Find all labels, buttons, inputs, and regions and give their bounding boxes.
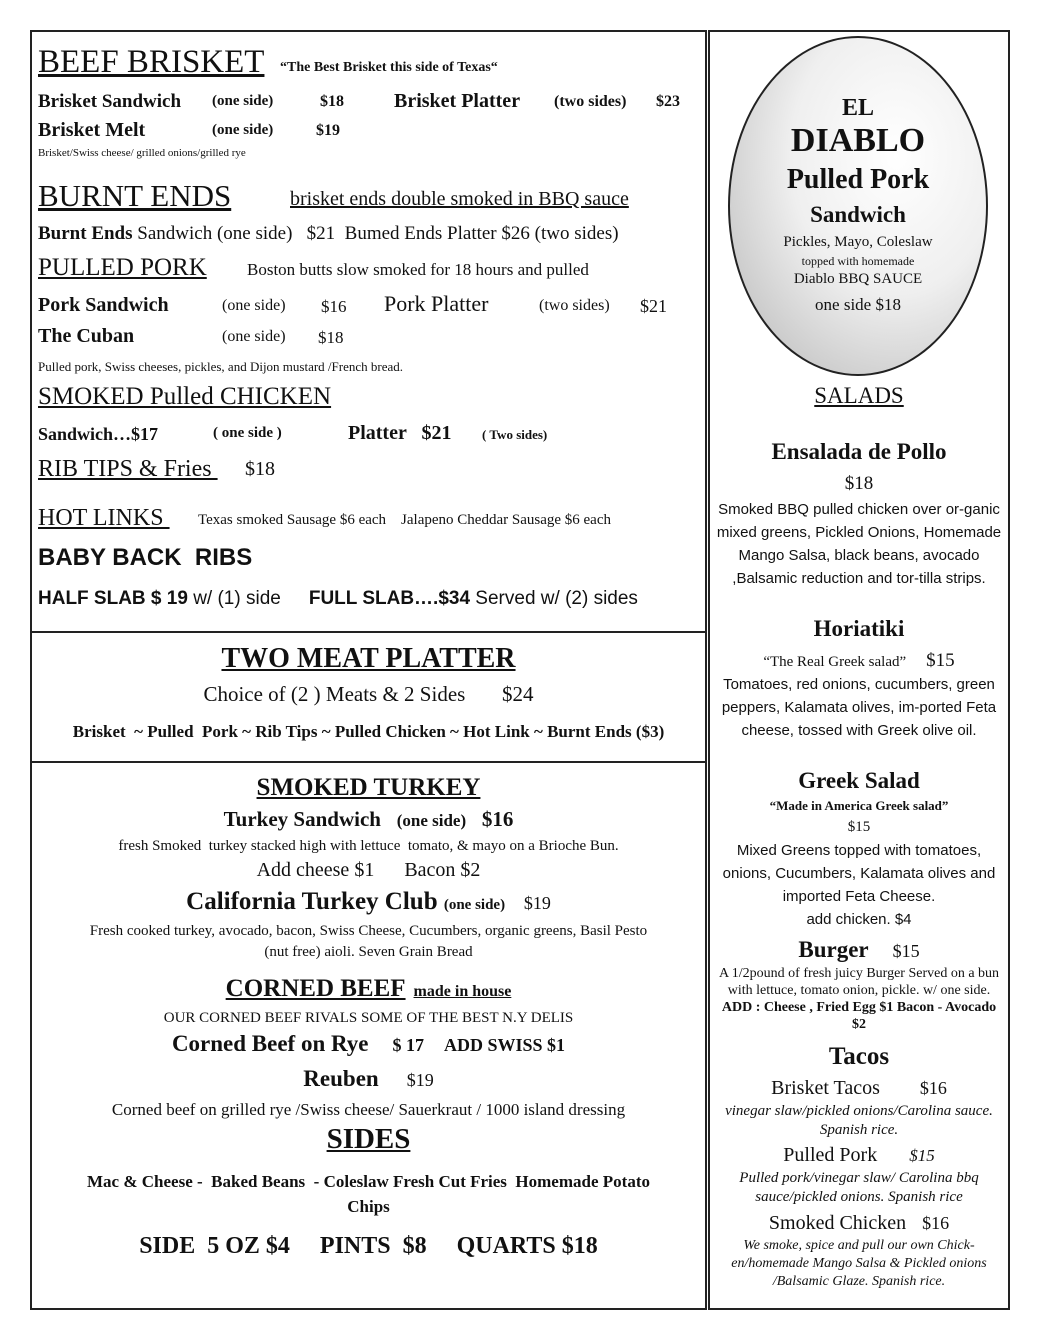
- cuban-name: The Cuban: [38, 325, 135, 347]
- pulled-pork-desc: Boston butts slow smoked for 18 hours and pulled: [247, 260, 589, 279]
- meats-section: [30, 30, 707, 633]
- burnt-ends-title: BURNT ENDS: [38, 178, 232, 213]
- greek-desc: Mixed Greens topped with tomatoes, onions, Cucumbers, Kalamata olives and imported Feta Cheese.: [722, 842, 996, 905]
- cuban-price: $18: [318, 328, 344, 347]
- turkey-sandwich-desc: fresh Smoked turkey stacked high with lettuce tomato, & mayo on a Brioche Bun.: [118, 838, 619, 854]
- pork-sandwich-price: $16: [321, 297, 347, 316]
- burger-price: $15: [892, 941, 920, 961]
- horiatiki-name: Horiatiki: [813, 616, 905, 641]
- corned-beef-tagline: OUR CORNED BEEF RIVALS SOME OF THE BEST N.Y DELIS: [163, 1010, 574, 1026]
- turkey-club-line: [32, 889, 705, 914]
- el-diablo-line-2: DIABLO: [790, 122, 926, 159]
- brisket-platter-price: $23: [656, 93, 680, 110]
- brisket-platter-name: Brisket Platter: [394, 90, 521, 112]
- turkey-sandwich-price: $16: [481, 807, 514, 831]
- reuben-name: Reuben: [303, 1066, 379, 1091]
- beef-brisket-tagline: “The Best Brisket this side of Texas“: [280, 60, 498, 75]
- brisket-melt-name: Brisket Melt: [38, 119, 146, 141]
- corned-beef-rye-price: $ 17: [392, 1035, 425, 1055]
- corned-beef-title-line: [32, 976, 705, 1001]
- reuben-desc: Corned beef on grilled rye /Swiss cheese/ Sauerkraut / 1000 island dressing: [111, 1100, 626, 1119]
- pork-platter-name: Pork Platter: [384, 291, 489, 316]
- burger-desc-bold: ADD : Cheese , Fried Egg $1 Bacon - Avocado $2: [721, 1000, 997, 1032]
- chicken-sandwich-note: ( one side ): [213, 425, 282, 441]
- pork-sandwich-name: Pork Sandwich: [38, 294, 169, 316]
- brisket-melt-note: (one side): [212, 122, 274, 138]
- turkey-club-desc-1: Fresh cooked turkey, avocado, bacon, Swiss Cheese, Cucumbers, organic greens, Basil Pesto: [89, 923, 648, 939]
- brisket-tacos-line: [710, 1078, 1008, 1098]
- turkey-club-price: $19: [523, 893, 551, 913]
- right-column: [708, 30, 1010, 1310]
- half-slab-note: w/ (1) side: [187, 588, 281, 609]
- brisket-melt-price: $19: [316, 122, 340, 139]
- full-slab: FULL SLAB….$34: [308, 588, 471, 609]
- turkey-club-note: (one side): [443, 897, 506, 913]
- brisket-sandwich-name: Brisket Sandwich: [38, 91, 182, 112]
- turkey-sandwich-name: Turkey Sandwich: [223, 807, 381, 831]
- turkey-club-desc-2: (nut free) aioli. Seven Grain Bread: [264, 944, 473, 960]
- horiatiki-desc: Tomatoes, red onions, cucumbers, green peppers, Kalamata olives, im-ported Feta cheese, tossed with Greek olive oil.: [721, 676, 997, 739]
- pork-platter-price: $21: [640, 296, 667, 316]
- sides-list-2: Chips: [347, 1197, 390, 1216]
- horiatiki-price: $15: [926, 650, 955, 671]
- smoked-chicken-tacos-desc: We smoke, spice and pull our own Chick-en/homemade Mango Salsa & Pickled onions /Balsamic Glaze. Spanish rice.: [731, 1238, 987, 1289]
- chicken-platter: Platter $21: [348, 422, 452, 444]
- salads-title: SALADS: [814, 383, 904, 408]
- pork-sandwich-note: (one side): [222, 297, 286, 314]
- two-meat-choices: Brisket ~ Pulled Pork ~ Rib Tips ~ Pulled Chicken ~ Hot Link ~ Burnt Ends ($3): [72, 722, 665, 741]
- chicken-sandwich: Sandwich…$17: [38, 424, 159, 444]
- turkey-club-name: California Turkey Club: [186, 888, 438, 915]
- brisket-tacos-desc: vinegar slaw/pickled onions/Carolina sauce. Spanish rice.: [725, 1103, 993, 1138]
- two-meat-platter-section: [30, 631, 707, 763]
- sides-title: SIDES: [326, 1123, 411, 1155]
- brisket-tacos-price: $16: [919, 1078, 947, 1098]
- two-meat-title: TWO MEAT PLATTER: [221, 643, 516, 674]
- brisket-melt-desc: Brisket/Swiss cheese/ grilled onions/grilled rye: [38, 147, 246, 159]
- burger-desc: A 1/2pound of fresh juicy Burger Served on a bun with lettuce, tomato onion, pickle. w/ one side.: [718, 966, 1000, 998]
- horiatiki-tag-line: [710, 651, 1008, 670]
- el-diablo-badge: [728, 36, 988, 376]
- greek-name: Greek Salad: [798, 768, 920, 793]
- smoked-chicken-tacos-price: $16: [922, 1213, 950, 1233]
- pulled-pork-tacos-line: [710, 1145, 1008, 1165]
- corned-beef-rye-line: [32, 1032, 705, 1055]
- burnt-ends-line: [38, 224, 619, 243]
- pollo-price: $18: [844, 473, 874, 494]
- pulled-pork-tacos-price: $15: [909, 1146, 935, 1165]
- corned-beef-title: CORNED BEEF: [225, 975, 406, 1002]
- cuban-desc: Pulled pork, Swiss cheeses, pickles, and Dijon mustard /French bread.: [38, 359, 404, 374]
- horiatiki-tag: “The Real Greek salad”: [763, 654, 907, 670]
- baby-back-title: BABY BACK RIBS: [38, 544, 253, 571]
- rib-tips-price: $18: [245, 458, 275, 480]
- turkey-addons: Add cheese $1 Bacon $2: [256, 859, 481, 881]
- full-slab-note: Served w/ (2) sides: [470, 588, 638, 609]
- hot-links-title: HOT LINKS: [38, 505, 170, 531]
- reuben-line: [32, 1067, 705, 1090]
- greek-add: add chicken. $4: [806, 911, 912, 928]
- pollo-name: Ensalada de Pollo: [771, 439, 947, 464]
- greek-price: $15: [847, 819, 871, 835]
- el-diablo-desc-3: Diablo BBQ SAUCE: [793, 271, 923, 287]
- pulled-pork-tacos-desc: Pulled pork/vinegar slaw/ Carolina bbq sauce/pickled onions. Spanish rice: [739, 1170, 979, 1205]
- corned-beef-title-note: made in house: [413, 983, 512, 1000]
- pulled-pork-title: PULLED PORK: [38, 254, 207, 281]
- turkey-corned-beef-sides-section: [30, 761, 707, 1310]
- burger-desc-block: [714, 965, 1004, 1033]
- el-diablo-desc-2: topped with homemade: [801, 254, 915, 268]
- sides-list-1: Mac & Cheese - Baked Beans - Coleslaw Fresh Cut Fries Homemade Potato: [87, 1172, 650, 1191]
- reuben-price: $19: [406, 1070, 434, 1090]
- corned-beef-rye: Corned Beef on Rye: [171, 1031, 369, 1056]
- two-meat-desc: Choice of (2 ) Meats & 2 Sides $24: [203, 682, 534, 706]
- hot-links-desc: Texas smoked Sausage $6 each Jalapeno Cheddar Sausage $6 each: [198, 512, 611, 528]
- burger-line: [710, 938, 1008, 961]
- brisket-tacos-name: Brisket Tacos: [771, 1077, 880, 1099]
- corned-beef-rye-add: ADD SWISS $1: [444, 1035, 566, 1055]
- turkey-sandwich-note: (one side): [396, 811, 467, 830]
- tacos-title: Tacos: [828, 1043, 890, 1070]
- burger-name: Burger: [798, 937, 869, 962]
- el-diablo-line-4: Sandwich: [810, 202, 906, 227]
- turkey-title: SMOKED TURKEY: [256, 774, 481, 801]
- smoked-chicken-tacos-line: [710, 1213, 1008, 1233]
- el-diablo-desc-1: Pickles, Mayo, Coleslaw: [783, 234, 933, 250]
- pollo-desc: Smoked BBQ pulled chicken over or-ganic mixed greens, Pickled Onions, Homemade Mango Salsa, black beans, avocado ,Balsamic reduction and tor-tilla strips.: [716, 501, 1002, 587]
- el-diablo-price: one side $18: [815, 295, 901, 314]
- half-slab: HALF SLAB $ 19: [38, 588, 188, 609]
- smoked-chicken-tacos-name: Smoked Chicken: [768, 1212, 907, 1234]
- beef-brisket-title: BEEF BRISKET: [38, 44, 265, 80]
- rib-tips-title: RIB TIPS & Fries: [38, 456, 218, 482]
- burnt-ends-desc: brisket ends double smoked in BBQ sauce: [290, 188, 629, 210]
- el-diablo-line-3: Pulled Pork: [786, 164, 930, 195]
- brisket-sandwich-price: $18: [320, 93, 344, 110]
- sides-sizes: SIDE 5 OZ $4 PINTS $8 QUARTS $18: [139, 1233, 598, 1259]
- cuban-note: (one side): [222, 328, 286, 345]
- baby-back-line: [38, 589, 638, 608]
- pork-platter-note: (two sides): [539, 297, 610, 314]
- brisket-sandwich-note: (one side): [212, 93, 274, 109]
- chicken-title: SMOKED Pulled CHICKEN: [38, 383, 332, 410]
- burnt-ends-line-name: Burnt Ends: [38, 223, 133, 244]
- chicken-platter-note: ( Two sides): [482, 427, 548, 442]
- brisket-platter-note: (two sides): [554, 93, 627, 110]
- greek-tag: “Made in America Greek salad”: [769, 798, 949, 813]
- turkey-sandwich-line: [32, 809, 705, 830]
- el-diablo-line-1: EL: [841, 95, 874, 121]
- pulled-pork-tacos-name: Pulled Pork: [783, 1144, 878, 1166]
- burnt-ends-line-rest: Sandwich (one side) $21 Bumed Ends Platter $26 (two sides): [132, 223, 619, 244]
